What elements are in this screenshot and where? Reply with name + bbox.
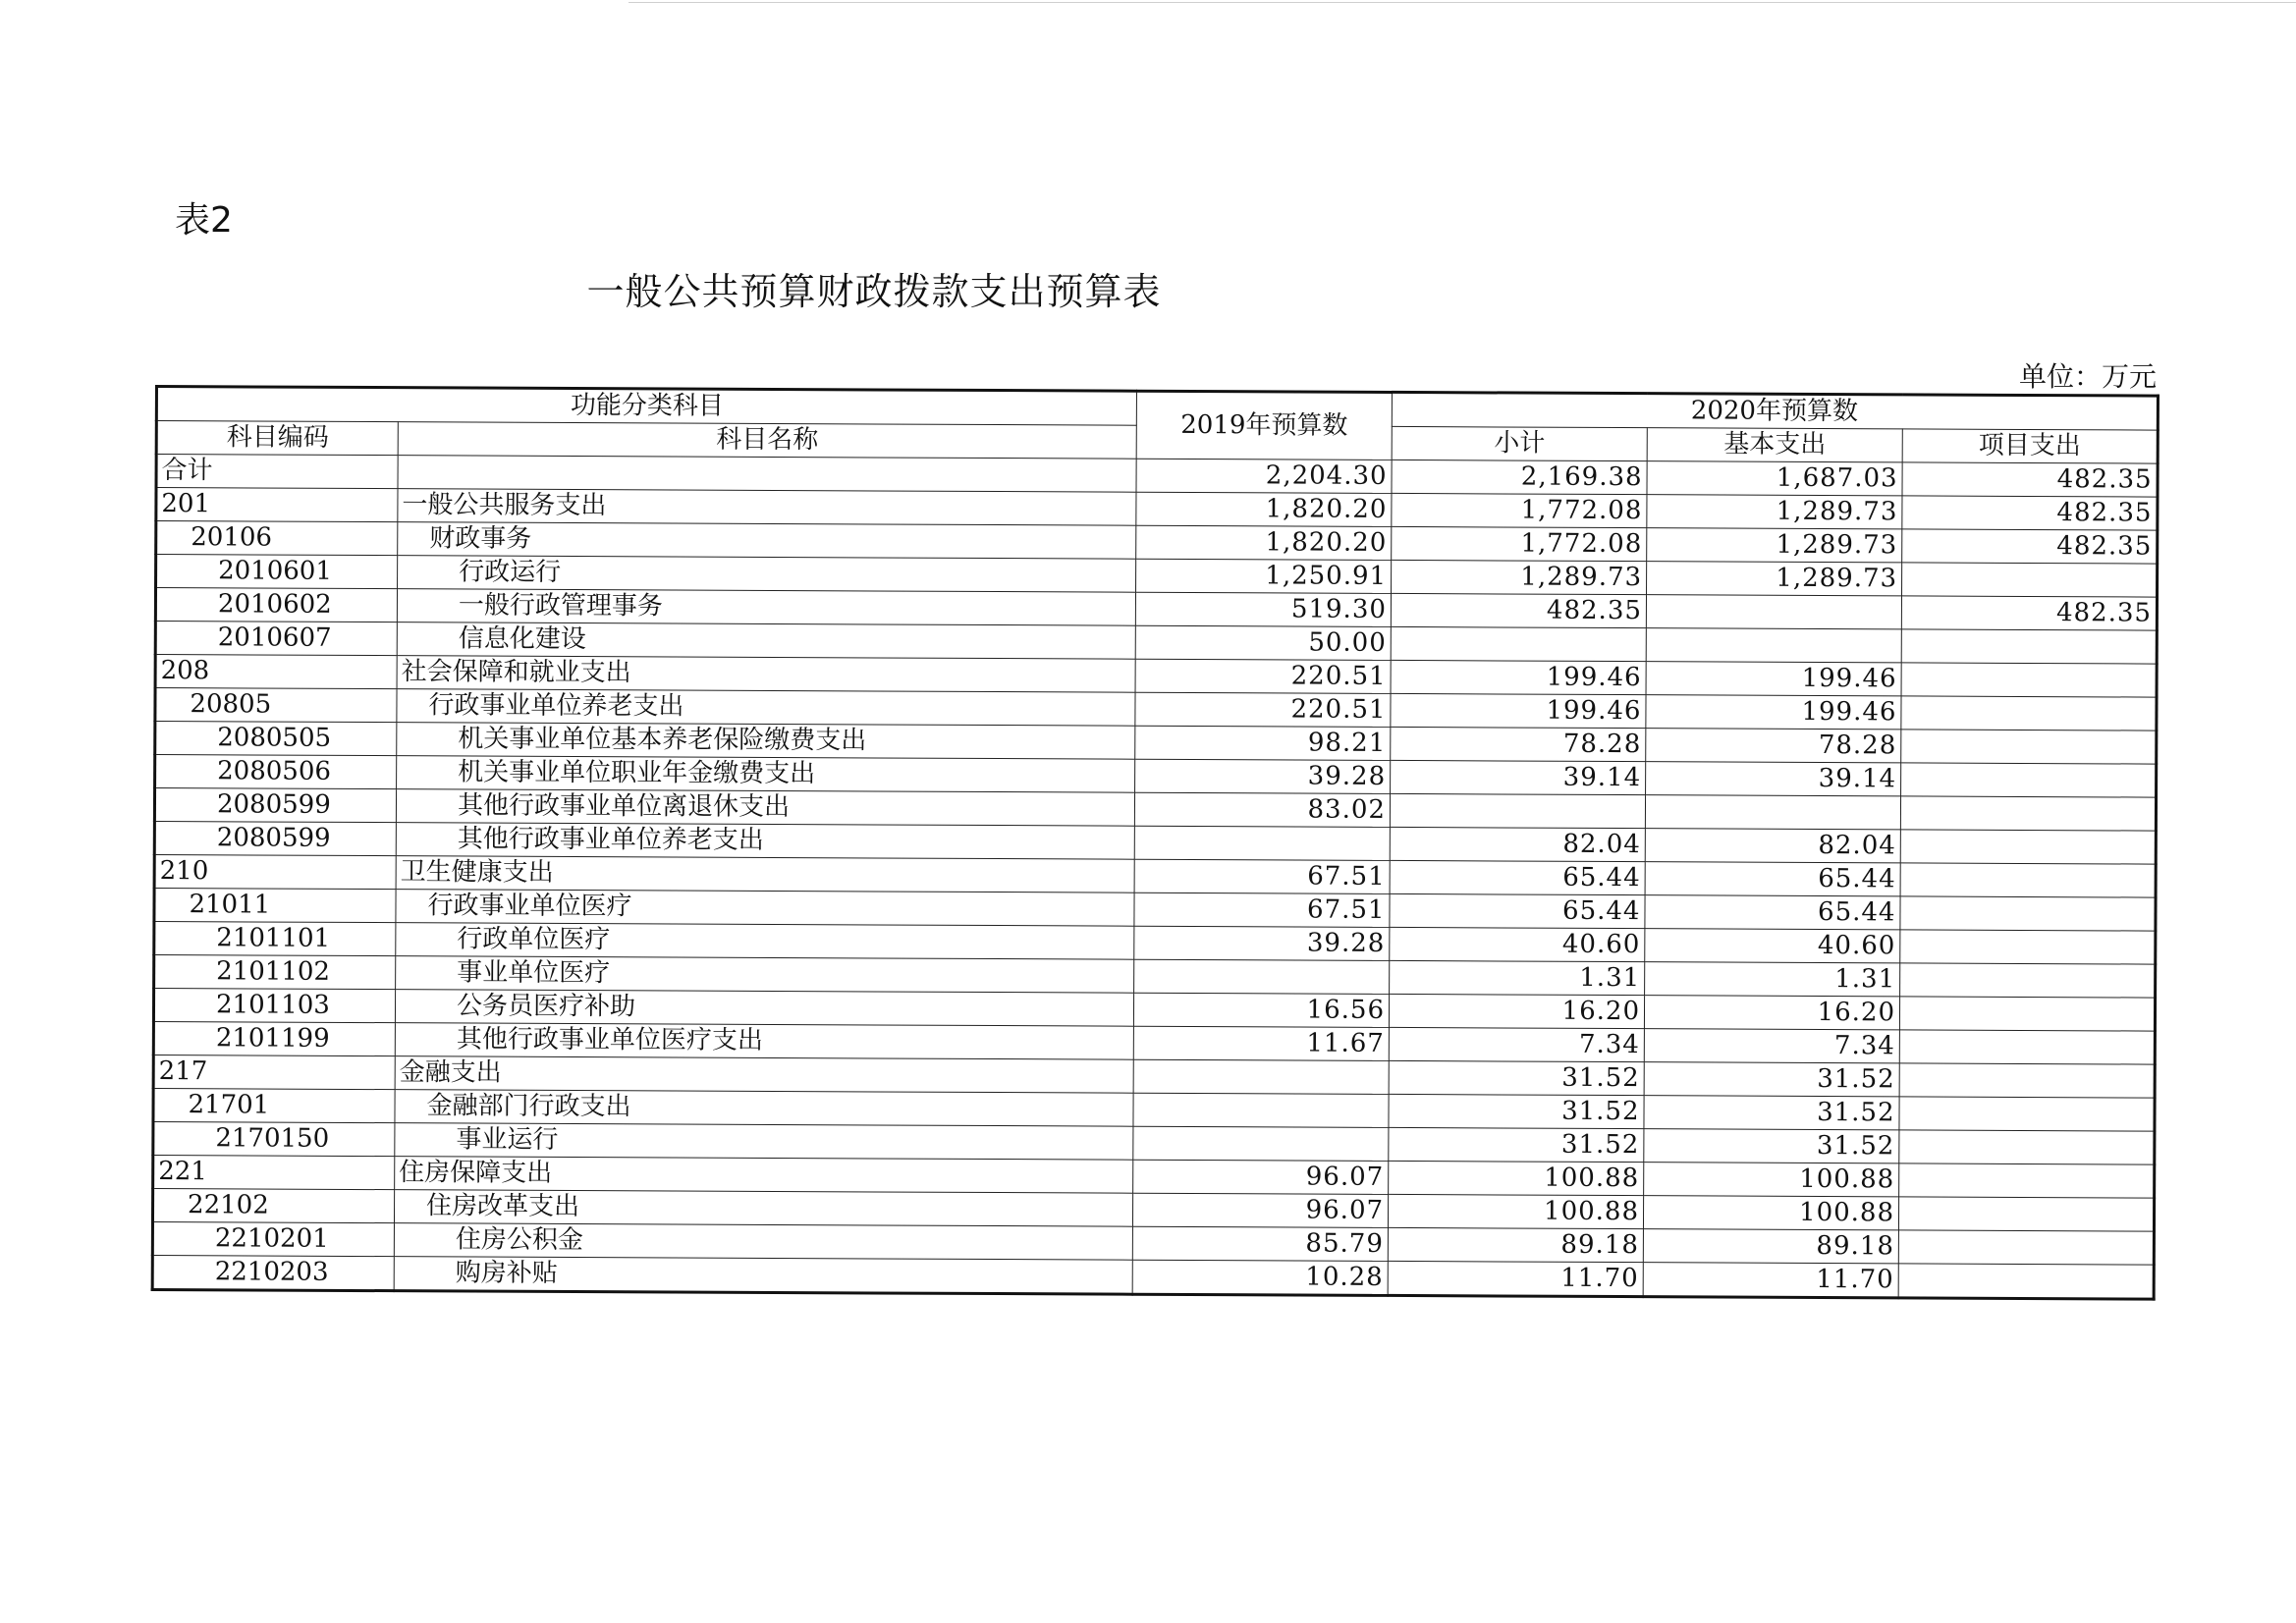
header-budget-2020: 2020年预算数 <box>1392 392 2158 430</box>
name-cell: 卫生健康支出 <box>396 856 1134 893</box>
name-cell: 信息化建设 <box>397 622 1135 660</box>
table-body <box>152 455 2158 1300</box>
subtotal-cell: 199.46 <box>1391 660 1646 694</box>
project-cell <box>1901 629 2157 664</box>
header-code: 科目编码 <box>156 421 398 456</box>
name-cell <box>398 456 1136 493</box>
code-cell: 2010602 <box>155 588 397 622</box>
basic-cell: 7.34 <box>1644 1029 1899 1063</box>
budget-2019-cell <box>1133 1126 1389 1161</box>
project-cell <box>1901 763 2157 797</box>
name-cell: 一般公共服务支出 <box>398 489 1136 526</box>
budget-2019-cell: 83.02 <box>1134 792 1390 827</box>
code-cell: 2210201 <box>152 1221 394 1256</box>
subtotal-cell: 31.52 <box>1389 1127 1644 1162</box>
budget-2019-cell: 10.28 <box>1132 1260 1388 1295</box>
budget-2019-cell: 220.51 <box>1135 692 1391 727</box>
code-cell: 合计 <box>156 455 398 489</box>
budget-2019-cell: 16.56 <box>1133 993 1389 1027</box>
project-cell <box>1900 930 2156 964</box>
unit-label: 单位：万元 <box>2018 360 2157 393</box>
subtotal-cell: 199.46 <box>1391 693 1646 728</box>
code-cell: 2010607 <box>155 622 397 656</box>
code-cell: 217 <box>153 1055 395 1089</box>
budget-2019-cell: 96.07 <box>1132 1193 1388 1227</box>
code-cell: 21011 <box>154 889 396 923</box>
header-subtotal: 小计 <box>1392 426 1647 460</box>
project-cell: 482.35 <box>1902 496 2158 530</box>
project-cell <box>1900 796 2156 831</box>
project-cell: 482.35 <box>1902 529 2158 564</box>
basic-cell: 199.46 <box>1646 662 1901 696</box>
subtotal-cell: 100.88 <box>1389 1161 1644 1195</box>
name-cell: 机关事业单位职业年金缴费支出 <box>397 756 1135 793</box>
name-cell: 金融支出 <box>395 1056 1133 1094</box>
name-cell: 一般行政管理事务 <box>397 589 1135 626</box>
budget-2019-cell: 39.28 <box>1134 926 1390 960</box>
name-cell: 事业运行 <box>395 1123 1133 1161</box>
project-cell <box>1900 963 2156 998</box>
basic-cell: 40.60 <box>1645 929 1900 963</box>
subtotal-cell: 1,289.73 <box>1392 560 1647 594</box>
page-title: 一般公共预算财政拨款支出预算表 <box>586 270 1162 313</box>
subtotal-cell: 82.04 <box>1390 827 1645 861</box>
budget-2019-cell: 98.21 <box>1135 726 1391 760</box>
basic-cell: 100.88 <box>1644 1163 1899 1197</box>
project-cell <box>1899 1030 2155 1064</box>
code-cell: 201 <box>156 488 398 522</box>
budget-2019-cell: 85.79 <box>1132 1226 1388 1261</box>
code-cell: 2080505 <box>155 722 397 756</box>
project-cell <box>1900 830 2156 864</box>
subtotal-cell: 100.88 <box>1388 1194 1643 1228</box>
project-cell <box>1901 696 2157 730</box>
table-number: 表2 <box>175 200 233 241</box>
budget-2019-cell: 50.00 <box>1135 625 1391 660</box>
name-cell: 行政运行 <box>398 556 1136 593</box>
budget-2019-cell: 1,250.91 <box>1136 559 1392 593</box>
basic-cell: 31.52 <box>1644 1129 1899 1163</box>
basic-cell <box>1646 595 1901 629</box>
project-cell <box>1900 896 2156 931</box>
budget-2019-cell: 1,820.20 <box>1136 525 1392 560</box>
project-cell <box>1898 1264 2154 1299</box>
header-basic: 基本支出 <box>1647 428 1902 462</box>
basic-cell: 65.44 <box>1645 862 1900 896</box>
name-cell: 购房补贴 <box>394 1257 1132 1295</box>
project-cell: 482.35 <box>1902 462 2158 497</box>
name-cell: 住房保障支出 <box>395 1157 1133 1194</box>
budget-2019-cell: 67.51 <box>1134 893 1390 927</box>
subtotal-cell: 7.34 <box>1389 1027 1644 1061</box>
project-cell <box>1902 563 2158 597</box>
project-cell <box>1899 1097 2155 1131</box>
name-cell: 住房公积金 <box>394 1223 1132 1261</box>
name-cell: 机关事业单位基本养老保险缴费支出 <box>397 723 1135 760</box>
basic-cell <box>1646 628 1901 663</box>
name-cell: 其他行政事业单位养老支出 <box>396 823 1134 860</box>
budget-2019-cell: 519.30 <box>1135 592 1391 626</box>
subtotal-cell: 16.20 <box>1389 994 1644 1028</box>
code-cell: 22102 <box>152 1188 394 1222</box>
project-cell <box>1899 1130 2155 1164</box>
budget-2019-cell <box>1134 826 1390 860</box>
name-cell: 住房改革支出 <box>394 1190 1132 1227</box>
code-cell: 20106 <box>156 521 398 556</box>
basic-cell: 1,687.03 <box>1647 461 1902 496</box>
code-cell: 2080599 <box>154 822 396 856</box>
basic-cell: 1,289.73 <box>1647 562 1902 596</box>
subtotal-cell: 65.44 <box>1390 860 1645 894</box>
subtotal-cell: 31.52 <box>1389 1060 1644 1095</box>
code-cell: 2101103 <box>153 989 395 1023</box>
scan-edge-rule <box>629 2 2296 3</box>
subtotal-cell: 65.44 <box>1390 893 1645 928</box>
budget-2019-cell <box>1133 1059 1389 1094</box>
basic-cell: 16.20 <box>1644 996 1899 1030</box>
code-cell: 208 <box>155 655 397 689</box>
subtotal-cell: 89.18 <box>1388 1227 1643 1262</box>
project-cell <box>1901 730 2157 764</box>
budget-table <box>151 385 2159 1301</box>
basic-cell: 82.04 <box>1645 829 1900 863</box>
basic-cell: 1,289.73 <box>1647 495 1902 529</box>
code-cell: 2101102 <box>154 955 396 990</box>
budget-2019-cell: 67.51 <box>1134 859 1390 893</box>
name-cell: 金融部门行政支出 <box>395 1090 1133 1127</box>
name-cell: 行政事业单位医疗 <box>396 890 1134 927</box>
code-cell: 2210203 <box>152 1255 394 1290</box>
code-cell: 2101199 <box>153 1021 395 1055</box>
basic-cell: 100.88 <box>1643 1196 1898 1230</box>
subtotal-cell: 78.28 <box>1391 727 1646 761</box>
header-function-group: 功能分类科目 <box>156 387 1136 426</box>
name-cell: 行政单位医疗 <box>396 923 1134 960</box>
project-cell <box>1899 1063 2155 1098</box>
subtotal-cell <box>1390 793 1645 828</box>
name-cell: 事业单位医疗 <box>396 956 1134 994</box>
project-cell: 482.35 <box>1901 596 2157 630</box>
project-cell <box>1898 1230 2154 1265</box>
subtotal-cell: 39.14 <box>1391 760 1646 794</box>
budget-2019-cell: 39.28 <box>1135 759 1391 793</box>
name-cell: 公务员医疗补助 <box>395 990 1133 1027</box>
subtotal-cell: 31.52 <box>1389 1094 1644 1128</box>
basic-cell: 65.44 <box>1645 895 1900 930</box>
budget-2019-cell: 2,204.30 <box>1136 459 1392 493</box>
name-cell: 其他行政事业单位医疗支出 <box>395 1023 1133 1060</box>
basic-cell <box>1645 795 1900 830</box>
basic-cell: 199.46 <box>1646 695 1901 730</box>
subtotal-cell: 1.31 <box>1390 960 1645 995</box>
project-cell <box>1899 997 2155 1031</box>
budget-2019-cell: 220.51 <box>1135 659 1391 693</box>
basic-cell: 1.31 <box>1645 962 1900 997</box>
subtotal-cell: 2,169.38 <box>1392 460 1647 494</box>
basic-cell: 89.18 <box>1643 1229 1898 1264</box>
basic-cell: 78.28 <box>1646 729 1901 763</box>
header-name: 科目名称 <box>398 422 1136 460</box>
subtotal-cell: 1,772.08 <box>1392 493 1647 527</box>
basic-cell: 1,289.73 <box>1647 528 1902 563</box>
project-cell <box>1899 1163 2155 1198</box>
basic-cell: 31.52 <box>1644 1096 1899 1130</box>
code-cell: 2101101 <box>154 922 396 956</box>
budget-2019-cell: 1,820.20 <box>1136 492 1392 526</box>
code-cell: 221 <box>153 1155 395 1189</box>
budget-2019-cell <box>1134 959 1390 994</box>
code-cell: 2010601 <box>156 555 398 589</box>
code-cell: 2080506 <box>155 755 397 789</box>
code-cell: 210 <box>154 855 396 890</box>
name-cell: 社会保障和就业支出 <box>397 656 1135 693</box>
project-cell <box>1900 863 2156 897</box>
project-cell <box>1898 1197 2154 1231</box>
subtotal-cell: 40.60 <box>1390 927 1645 961</box>
budget-2019-cell: 11.67 <box>1133 1026 1389 1060</box>
name-cell: 财政事务 <box>398 522 1136 560</box>
basic-cell: 39.14 <box>1646 762 1901 796</box>
name-cell: 行政事业单位养老支出 <box>397 689 1135 727</box>
header-project: 项目支出 <box>1902 429 2158 463</box>
subtotal-cell <box>1391 626 1646 661</box>
code-cell: 2080599 <box>154 788 396 823</box>
subtotal-cell: 11.70 <box>1388 1261 1643 1296</box>
basic-cell: 31.52 <box>1644 1062 1899 1097</box>
project-cell <box>1901 663 2157 697</box>
header-budget-2019: 2019年预算数 <box>1136 391 1392 460</box>
basic-cell: 11.70 <box>1643 1263 1898 1298</box>
name-cell: 其他行政事业单位离退休支出 <box>396 789 1134 827</box>
subtotal-cell: 1,772.08 <box>1392 526 1647 561</box>
budget-2019-cell <box>1133 1093 1389 1127</box>
subtotal-cell: 482.35 <box>1391 593 1646 627</box>
budget-2019-cell: 96.07 <box>1133 1160 1389 1194</box>
code-cell: 2170150 <box>153 1121 395 1156</box>
code-cell: 20805 <box>155 688 397 723</box>
code-cell: 21701 <box>153 1088 395 1122</box>
